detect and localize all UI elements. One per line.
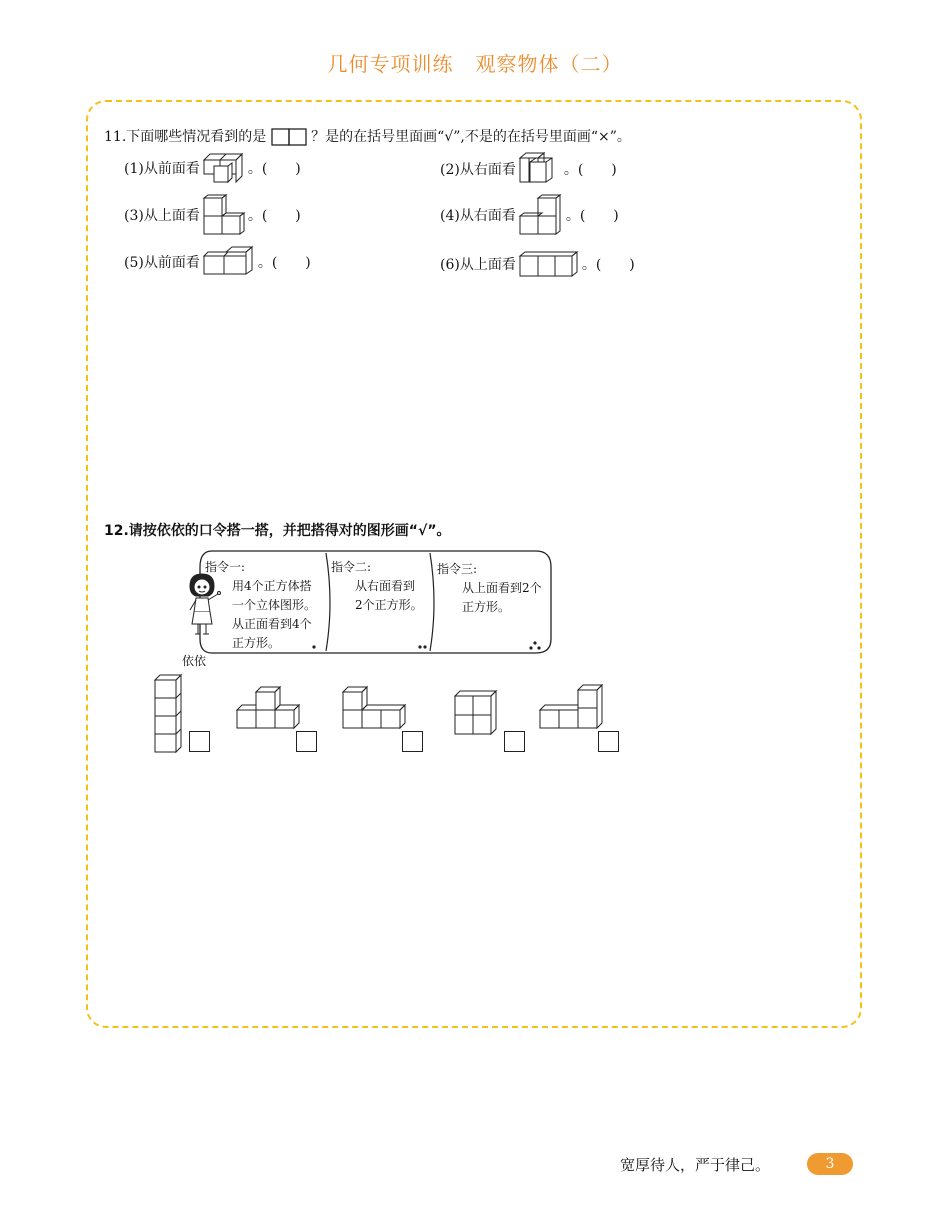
command-1-line: 用4个正方体搭 (232, 579, 312, 593)
answer-bracket[interactable]: 。( ) (247, 161, 301, 177)
q11-item-1 (124, 152, 301, 184)
page-number-badge: 3 (807, 1153, 853, 1175)
command-3-line: 从上面看到2个 (462, 581, 542, 595)
item-label: (2)从右面看 (440, 162, 516, 178)
answer-box-c[interactable] (402, 731, 423, 752)
option-figure-c (342, 686, 406, 730)
title-part1: 几何专项训练 (327, 52, 454, 76)
answer-box-d[interactable] (504, 731, 525, 752)
item-label: (1)从前面看 (124, 161, 200, 177)
q11-item-4 (440, 194, 619, 236)
command-2-title: 指令二: (331, 560, 372, 574)
command-1-line: 从正面看到4个 (232, 617, 312, 631)
question-11-prompt (104, 126, 631, 146)
command-2-line: 从右面看到 (355, 579, 416, 593)
q11-prompt-before: 11.下面哪些情况看到的是 (104, 129, 267, 145)
answer-bracket[interactable]: 。( ) (581, 257, 635, 273)
command-2 (331, 558, 423, 615)
command-1-line: 一个立体图形。 (232, 598, 317, 612)
cube-figure-6 (518, 250, 580, 278)
option-figure-a (154, 674, 184, 754)
command-1-line: 正方形。 (232, 636, 281, 650)
cube-figure-3 (202, 194, 246, 236)
q11-item-5 (124, 246, 311, 278)
question-12-prompt: 12.请按依依的口令搭一搭，并把搭得对的图形画“√”。 (104, 523, 451, 539)
option-figure-b (236, 686, 300, 730)
command-2-line: 2个正方形。 (355, 598, 423, 612)
cube-figure-4 (518, 194, 564, 236)
command-3-line: 正方形。 (462, 600, 511, 614)
q11-item-6 (440, 250, 635, 278)
command-3 (437, 560, 542, 617)
answer-box-e[interactable] (598, 731, 619, 752)
q11-prompt-after: ？是的在括号里面画“√”,不是的在括号里面画“×”。 (311, 129, 631, 145)
answer-bracket[interactable]: 。( ) (257, 255, 311, 271)
item-label: (6)从上面看 (440, 257, 516, 273)
character-name: 依依 (182, 654, 207, 668)
cube-figure-1 (202, 152, 246, 184)
two-squares-figure (271, 128, 307, 146)
cube-figure-2 (518, 152, 562, 186)
girl-character-icon (184, 572, 224, 644)
q11-item-2 (440, 152, 617, 186)
option-figure-e (539, 684, 603, 730)
footer-motto: 宽厚待人，严于律己。 (620, 1156, 771, 1174)
option-figure-d (454, 690, 498, 736)
answer-box-a[interactable] (189, 731, 210, 752)
cube-figure-5 (202, 246, 256, 278)
q11-item-3 (124, 194, 301, 236)
answer-box-b[interactable] (296, 731, 317, 752)
page-title (0, 48, 950, 77)
title-part2: 观察物体（二） (475, 52, 623, 76)
command-3-title: 指令三: (437, 562, 478, 576)
item-label: (4)从右面看 (440, 208, 516, 224)
command-1-title: 指令一: (205, 560, 246, 574)
answer-bracket[interactable]: 。( ) (247, 208, 301, 224)
answer-bracket[interactable]: 。( ) (563, 162, 617, 178)
answer-bracket[interactable]: 。( ) (565, 208, 619, 224)
item-label: (5)从前面看 (124, 255, 200, 271)
item-label: (3)从上面看 (124, 208, 200, 224)
